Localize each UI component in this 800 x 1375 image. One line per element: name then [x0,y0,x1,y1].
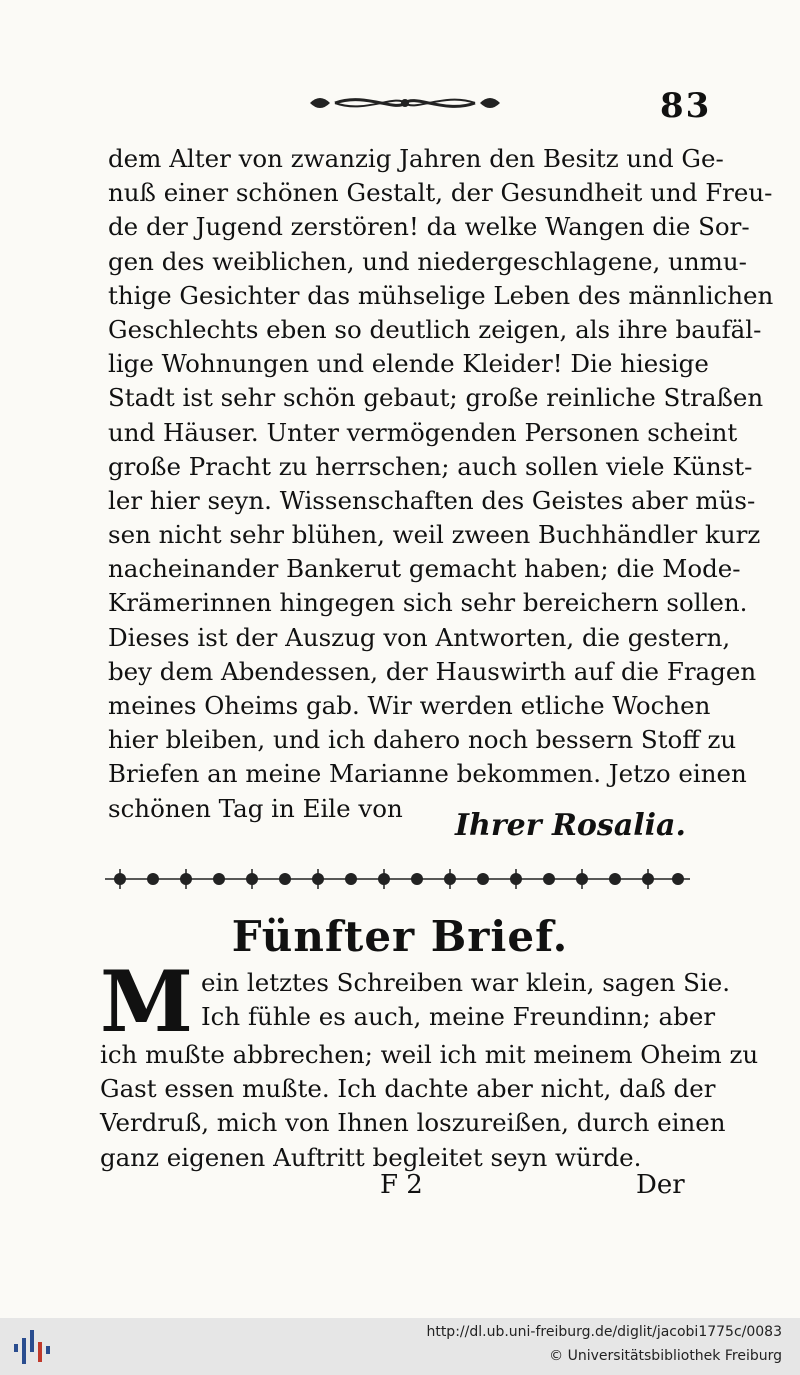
text-line: dem Alter von zwanzig Jahren den Besitz und Ge- [108,144,724,173]
text-line: hier bleiben, und ich dahero noch bessern Stoff zu [108,725,737,755]
text-line: ich mußte abbrechen; weil ich mit meinem Oheim zu [100,1040,759,1069]
drop-cap: M [100,952,193,1051]
letter-body [100,952,759,1175]
ub-freiburg-logo-icon [12,1328,52,1366]
text-line: nacheinander Bankerut gemacht haben; die Mode- [108,554,741,584]
signature-mark: F 2 [380,1170,423,1200]
text-line: thige Gesichter das mühselige Leben des männlichen [108,280,774,310]
catchword: Der [636,1170,685,1200]
text-line: ler hier seyn. Wissenschaften des Geistes aber müs- [108,485,756,515]
copyright-text: © Universitätsbibliothek Freiburg [549,1348,782,1364]
letter-title: Fünfter Brief. [231,912,569,961]
body-text [108,142,774,826]
text-line: meines Oheims gab. Wir werden etliche Wochen [108,691,711,720]
text-line: ganz eigenen Auftritt begleitet seyn würde. [100,1142,642,1172]
text-line: große Pracht zu herrschen; auch sollen viele Künst- [108,451,753,481]
text-line: Verdruß, mich von Ihnen loszureißen, durch einen [100,1108,726,1138]
text-line: und Häuser. Unter vermögenden Personen scheint [108,417,738,447]
text-line: lige Wohnungen und elende Kleider! Die hiesige [108,349,709,379]
footer-bar [0,1318,800,1375]
text-line: Stadt ist sehr schön gebaut; große reinliche Straßen [108,383,764,413]
text-line: Ich fühle es auch, meine Freundinn; aber [200,1002,716,1032]
text-line: Krämerinnen hingegen sich sehr bereichern sollen. [108,588,748,618]
text-line: bey dem Abendessen, der Hauswirth auf die Fragen [108,656,757,686]
text-line: gen des weiblichen, und niedergeschlagene, unmu- [108,246,747,276]
text-line: sen nicht sehr blühen, weil zween Buchhändler kurz [108,520,761,550]
text-line: de der Jugend zerstören! da welke Wangen die Sor- [108,212,750,242]
text-line: nuß einer schönen Gestalt, der Gesundheit und Freu- [108,178,773,208]
text-line: Dieses ist der Auszug von Antworten, die gestern, [108,622,731,652]
text-line: Briefen an meine Marianne bekommen. Jetzo einen [108,759,747,789]
source-url-link[interactable]: http://dl.ub.uni-freiburg.de/diglit/jacobi1775c/0083 [426,1324,782,1340]
text-line: Geschlechts eben so deutlich zeigen, als ihre baufäl- [108,314,762,344]
divider-ornament-icon [105,866,690,892]
text-line: ein letztes Schreiben war klein, sagen Sie. [200,968,731,997]
text-line: schönen Tag in Eile von [108,793,403,823]
header-ornament-icon [305,90,505,116]
signature: Ihrer Rosalia. [455,808,686,843]
page-number: 83 [660,86,712,126]
text-line: Gast essen mußte. Ich dachte aber nicht, daß der [100,1074,716,1104]
